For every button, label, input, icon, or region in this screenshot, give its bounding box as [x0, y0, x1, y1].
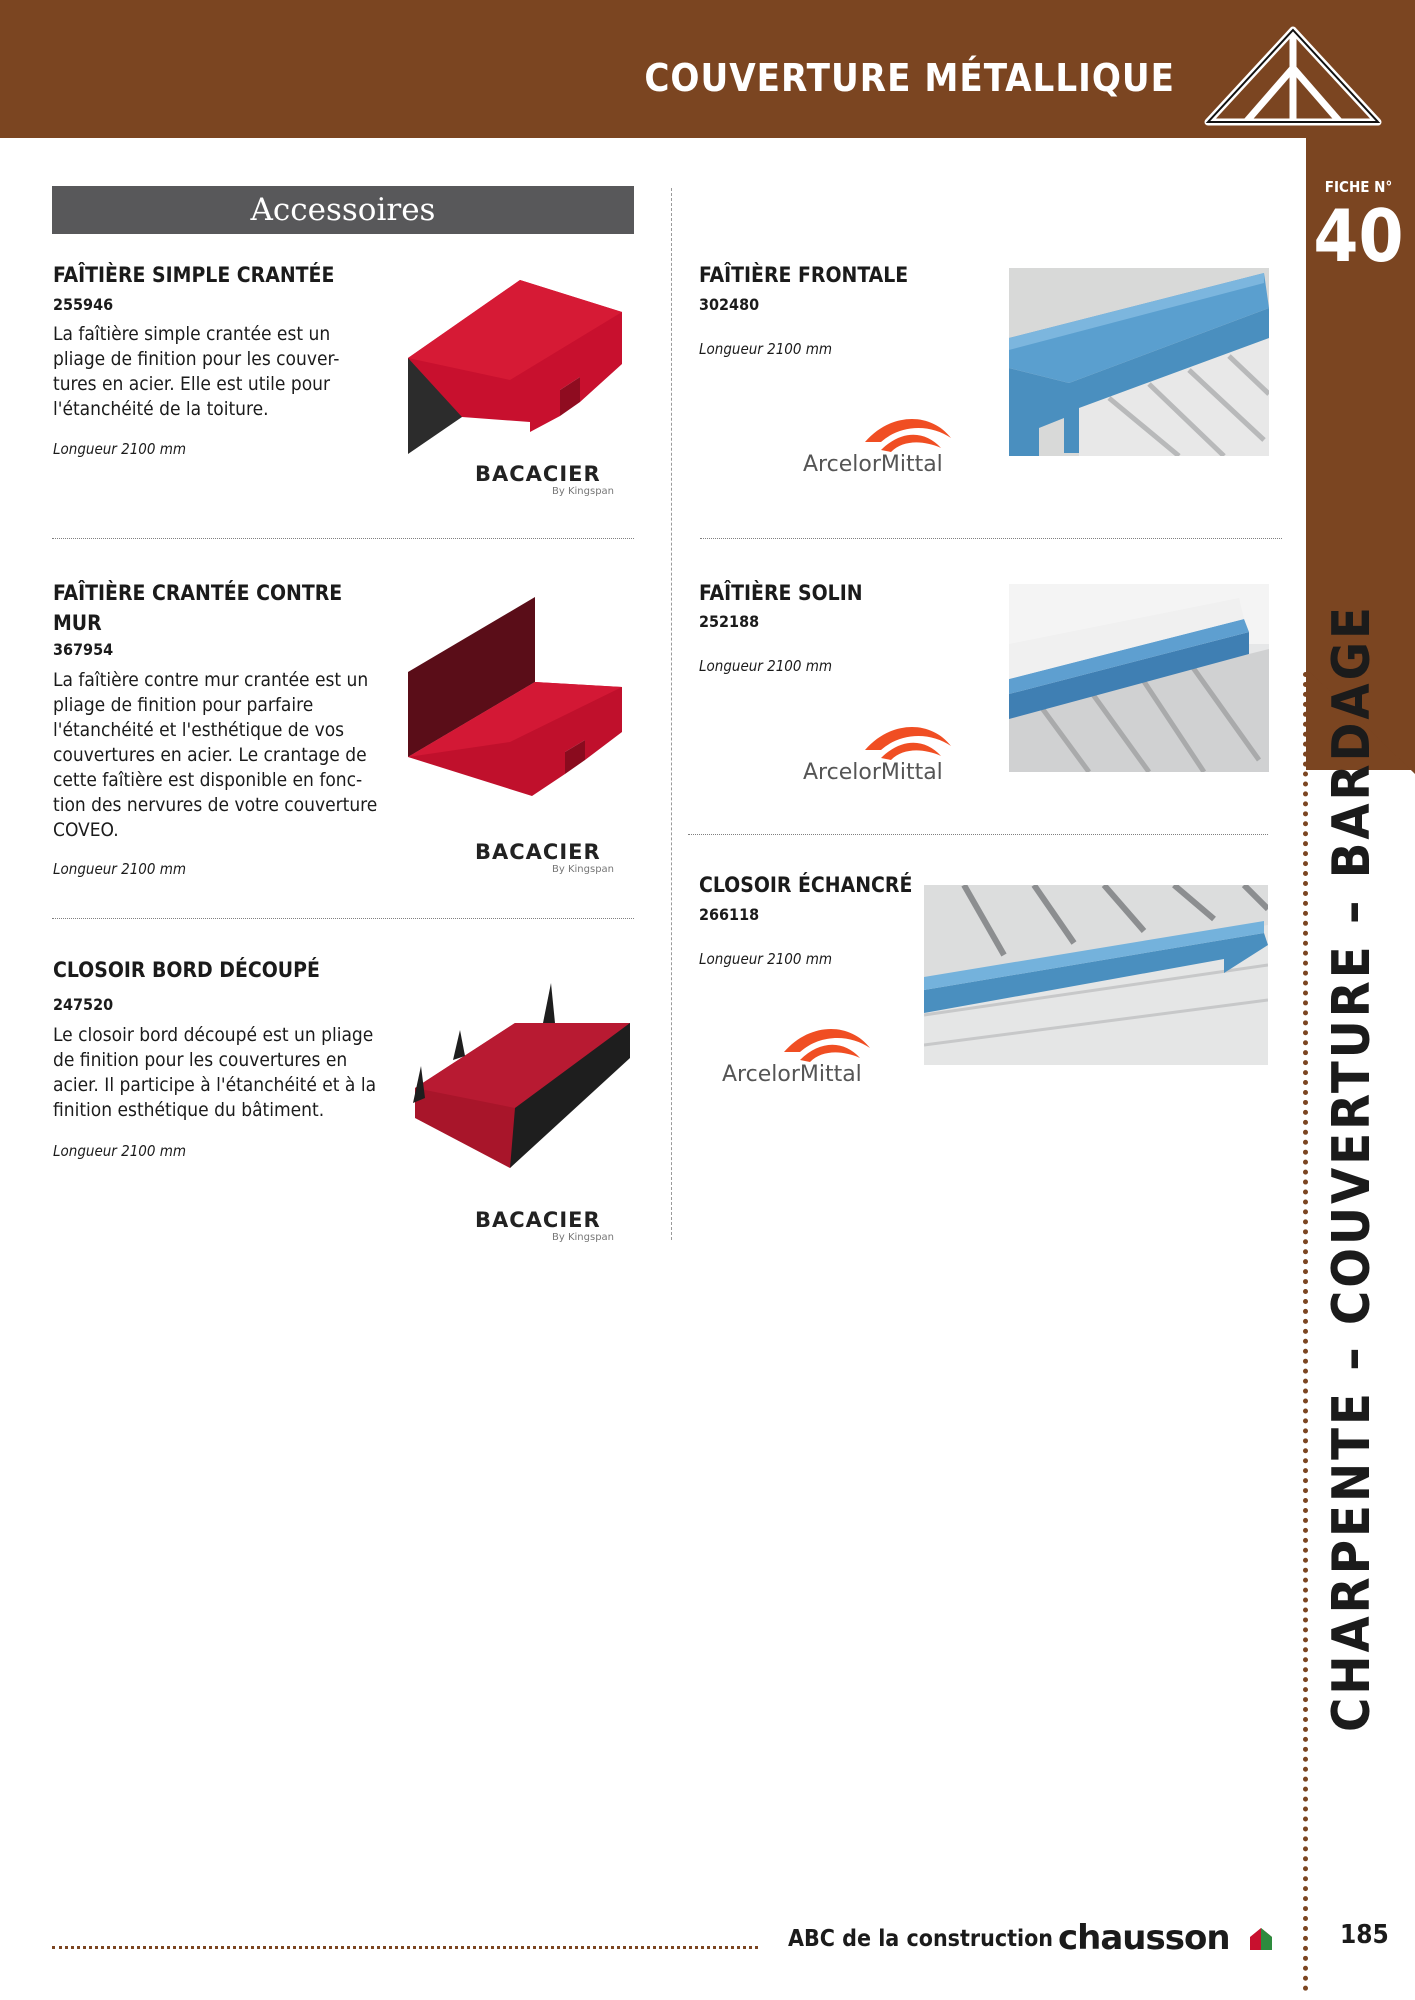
faitiere-solin-image: [1009, 584, 1269, 772]
page-number: 185: [1340, 1920, 1389, 1950]
brand-logo: BACACIER: [475, 462, 601, 486]
product-description: La faîtière contre mur crantée est un pliage de finition pour parfaire l'étanchéité et l'esthétique de vos couvertures en acier. Le crantage de cette faîtière est disponible en fonc-tion des nervures de votre couverture COVEO.: [53, 669, 378, 841]
brand-logo: ArcelorMittal: [722, 1062, 862, 1087]
product-code: 266118: [699, 905, 760, 924]
separator: [52, 538, 634, 539]
brand-logo-sub: By Kingspan: [552, 486, 615, 497]
product-length: Longueur 2100 mm: [53, 440, 187, 458]
closoir-echancre-image: [924, 885, 1268, 1065]
product-title: CLOSOIR ÉCHANCRÉ: [699, 873, 913, 897]
product-code: 302480: [699, 295, 760, 314]
product-length: Longueur 2100 mm: [53, 860, 187, 878]
separator: [688, 834, 1268, 835]
faitiere-contre-mur-image: [400, 592, 630, 812]
brand-logo: ArcelorMittal: [803, 452, 943, 477]
product-description: La faîtière simple crantée est un pliage de finition pour les couver-tures en acier. Elle est utile pour l'étanchéité de la toiture.: [53, 323, 340, 420]
product-code: 247520: [53, 995, 114, 1014]
roof-truss-icon: [1198, 22, 1388, 130]
footer-dotted-line: [52, 1946, 758, 1949]
chausson-logo: chausson: [1058, 1918, 1230, 1958]
product-length: Longueur 2100 mm: [699, 657, 833, 675]
section-title: Accessoires: [52, 186, 634, 234]
brand-logo-sub: By Kingspan: [552, 864, 615, 875]
product-length: Longueur 2100 mm: [699, 950, 833, 968]
closoir-bord-decoupe-image: [405, 978, 635, 1188]
page-title: COUVERTURE MÉTALLIQUE: [644, 56, 1175, 100]
product-title: FAÎTIÈRE CRANTÉE CONTRE MUR: [53, 581, 343, 635]
product-title: FAÎTIÈRE SIMPLE CRANTÉE: [53, 263, 335, 287]
fiche-label: FICHE N°: [1324, 178, 1393, 196]
fiche-number: 40: [1313, 194, 1404, 278]
separator: [52, 918, 634, 919]
faitiere-frontale-image: [1009, 268, 1269, 456]
brand-logo: BACACIER: [475, 840, 601, 864]
side-dotted-line: [1303, 672, 1308, 1992]
brand-logo-sub: By Kingspan: [552, 1232, 615, 1243]
product-code: 255946: [53, 295, 114, 314]
brand-logo: BACACIER: [475, 1208, 601, 1232]
product-code: 252188: [699, 612, 760, 631]
product-length: Longueur 2100 mm: [53, 1142, 187, 1160]
separator: [700, 538, 1282, 539]
product-code: 367954: [53, 640, 114, 659]
side-category-title: CHARPENTE – COUVERTURE – BARDAGE: [1322, 603, 1382, 1733]
column-divider: [671, 188, 672, 1240]
arcelormittal-swoosh-icon: [780, 1022, 872, 1062]
arcelormittal-swoosh-icon: [861, 412, 953, 452]
product-description: Le closoir bord découpé est un pliage de finition pour les couvertures en acier. Il participe à l'étanchéité et à la finition esthétique du bâtiment.: [53, 1024, 377, 1121]
chausson-house-icon: [1250, 1928, 1272, 1950]
product-title: FAÎTIÈRE SOLIN: [699, 581, 863, 605]
product-title: FAÎTIÈRE FRONTALE: [699, 263, 909, 287]
product-title: CLOSOIR BORD DÉCOUPÉ: [53, 958, 320, 982]
footer-text: ABC de la construction: [788, 1926, 1054, 1952]
arcelormittal-swoosh-icon: [861, 720, 953, 760]
brand-logo: ArcelorMittal: [803, 760, 943, 785]
product-length: Longueur 2100 mm: [699, 340, 833, 358]
faitiere-simple-image: [400, 272, 630, 462]
